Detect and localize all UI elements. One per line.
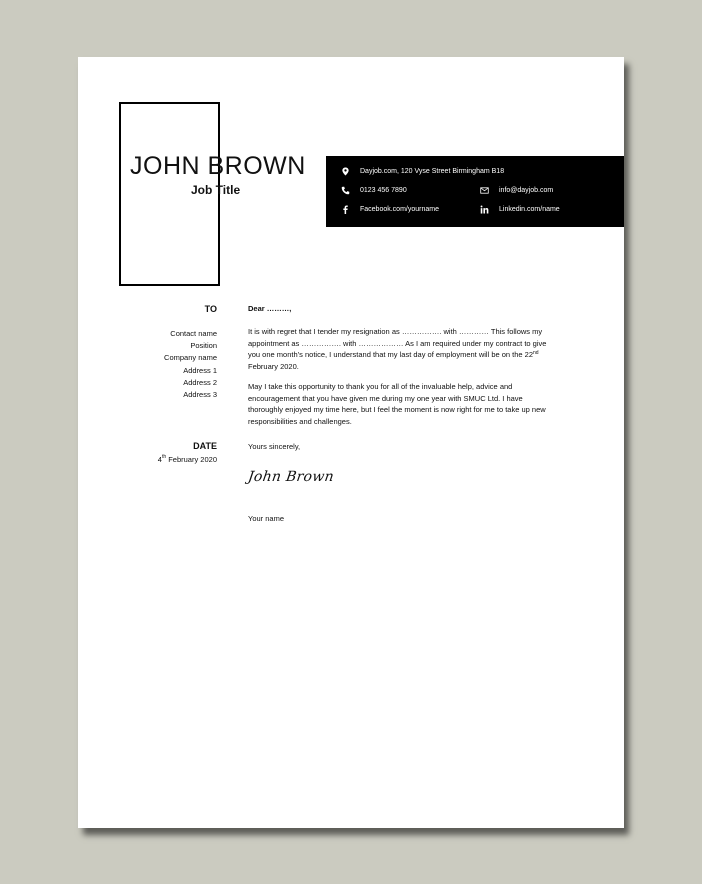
linkedin-icon (479, 204, 489, 214)
phone-icon (340, 185, 350, 195)
contact-linkedin (479, 204, 560, 214)
facebook-icon (340, 204, 350, 214)
paragraph-2: May I take this opportunity to thank you for all of the invaluable help, advice and encouragement that you have given me during my one year with SMUC Ltd. I have thoroughly enjoyed my time here, but I feel the moment is now right for me to take up new responsibilities and challenges. (248, 382, 546, 426)
contact-bar (326, 156, 624, 227)
closing: Yours sincerely, (248, 442, 301, 451)
date-heading: DATE (193, 441, 217, 451)
recipient-address-3: Address 3 (183, 390, 217, 400)
facebook-text: Facebook.com/yourname (360, 205, 439, 213)
email-text: info@dayjob.com (499, 186, 554, 194)
your-name: Your name (248, 514, 284, 523)
recipient-company: Company name (164, 353, 217, 363)
letter-page (78, 57, 624, 828)
email-icon (479, 185, 489, 195)
date-suffix: th (161, 454, 167, 460)
date-day: 4 (157, 455, 162, 464)
date-rest: February 2020 (166, 455, 217, 464)
recipient-contact-name: Contact name (170, 329, 217, 338)
linkedin-text: Linkedin.com/name (499, 205, 560, 213)
recipient-address-1: Address 1 (183, 365, 217, 375)
recipient-position: Position (190, 341, 217, 351)
paragraph-1-text: It is with regret that I tender my resignation as ……………. with ………… This follows my appointment as ……………. with ……………… As I am required under my contract to give you one month’s notice, I understand that my last day of employment will be on the 22 (248, 327, 547, 360)
contact-facebook (340, 204, 439, 214)
contact-address (340, 166, 504, 176)
to-heading: TO (204, 304, 217, 314)
job-title: Job Title (191, 183, 241, 197)
recipient-address-2: Address 2 (183, 377, 217, 387)
phone-text: 0123 456 7890 (360, 186, 407, 194)
address-text: Dayjob.com, 120 Vyse Street Birmingham B18 (360, 167, 505, 175)
signature: John Brown (246, 469, 336, 485)
paragraph-1 (248, 326, 548, 372)
salutation: Dear ………, (248, 304, 292, 313)
paragraph-1-suffix: nd (533, 350, 539, 357)
letter-date (118, 455, 217, 464)
paragraph-1-end: February 2020. (248, 361, 299, 371)
contact-email (479, 185, 553, 195)
contact-phone (340, 185, 407, 195)
applicant-name: JOHN BROWN (130, 152, 306, 180)
location-pin-icon (340, 166, 350, 176)
recipient-block (118, 328, 217, 401)
